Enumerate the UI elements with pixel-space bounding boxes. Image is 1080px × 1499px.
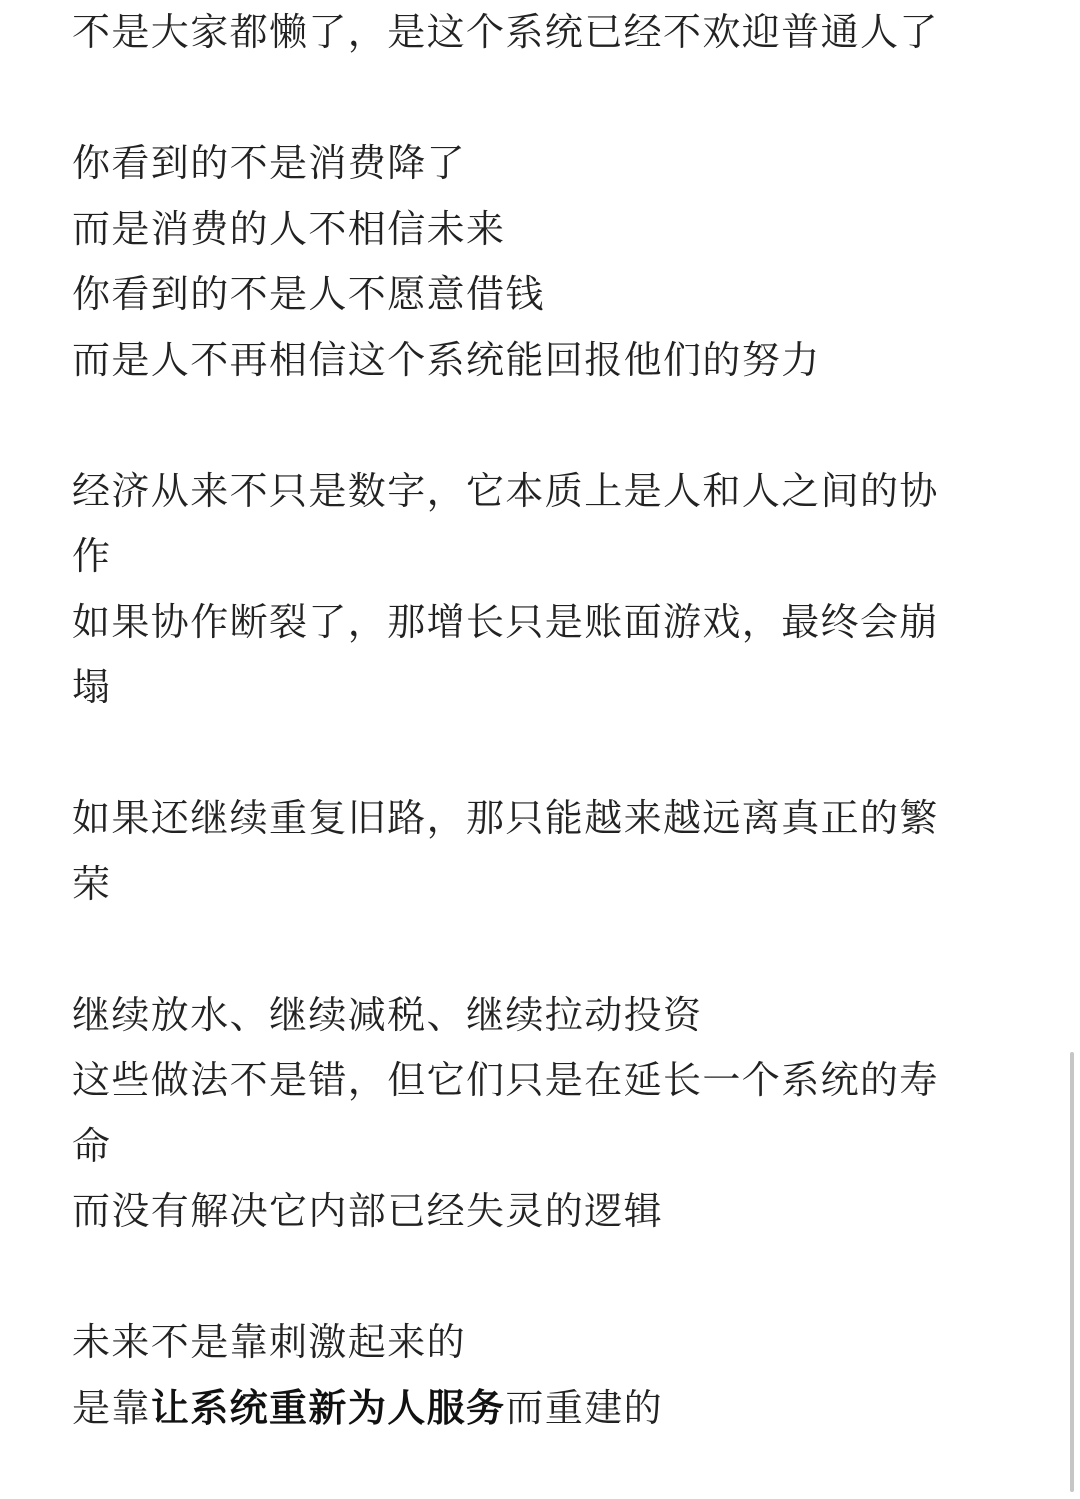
text-line: 如果协作断裂了，那增长只是账面游戏，最终会崩 <box>72 599 939 644</box>
text-segment: 是靠 <box>72 1385 151 1430</box>
text-line: 而是消费的人不相信未来 <box>72 206 506 251</box>
paragraph-gap <box>72 917 1007 983</box>
text-line: 继续放水、继续减税、继续拉动投资 <box>72 992 703 1037</box>
paragraph-gap <box>72 721 1007 787</box>
text-line: 而没有解决它内部已经失灵的逻辑 <box>72 1189 664 1233</box>
vertical-scrollbar[interactable] <box>1068 0 1080 1499</box>
text-line: 未来不是靠刺激起来的 <box>72 1320 467 1364</box>
text-line: 命 <box>72 1123 112 1168</box>
paragraph-gap <box>72 1245 1007 1311</box>
bold-emphasis: 让系统重新为人服务 <box>150 1385 506 1430</box>
article-body <box>72 0 1007 1441</box>
text-segment: 而重建的 <box>505 1385 664 1430</box>
text-line: 荣 <box>72 861 112 906</box>
text-line-mixed <box>72 1376 1007 1442</box>
scrollbar-thumb[interactable] <box>1070 1052 1074 1492</box>
text-line: 如果还继续重复旧路，那只能越来越远离真正的繁 <box>72 796 939 840</box>
paragraph-gap <box>72 66 1007 132</box>
text-line: 塌 <box>72 665 112 709</box>
text-line: 你看到的不是消费降了 <box>72 141 467 185</box>
text-line: 经济从来不只是数字，它本质上是人和人之间的协 <box>72 468 939 513</box>
paragraph-gap <box>72 393 1007 459</box>
text-line: 你看到的不是人不愿意借钱 <box>72 272 545 316</box>
text-line: 不是大家都懒了，是这个系统已经不欢迎普通人了 <box>72 10 939 54</box>
text-line: 作 <box>72 534 112 578</box>
text-line: 而是人不再相信这个系统能回报他们的努力 <box>72 337 821 382</box>
text-line: 这些做法不是错，但它们只是在延长一个系统的寿 <box>72 1058 939 1102</box>
